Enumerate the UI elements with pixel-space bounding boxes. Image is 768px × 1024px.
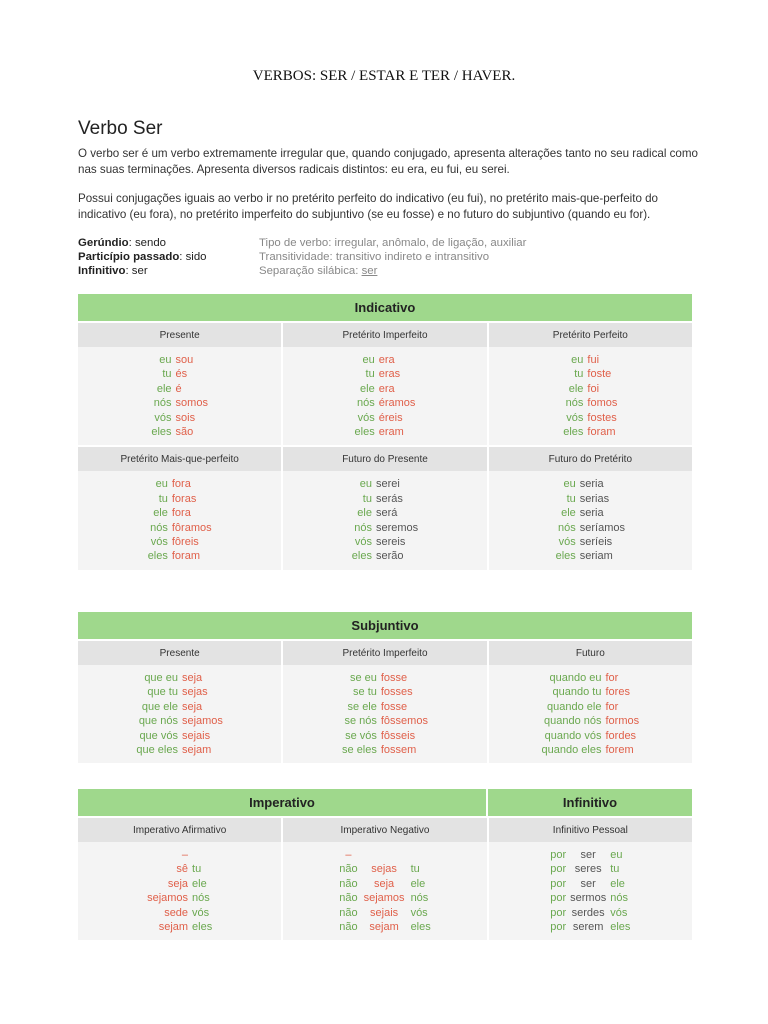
verb-form: fordes bbox=[605, 729, 637, 742]
pronoun: ele bbox=[192, 877, 207, 890]
pronoun: se eu bbox=[349, 672, 377, 684]
verb-form: era bbox=[378, 382, 395, 395]
tense-header: Pretérito Perfeito bbox=[489, 321, 692, 347]
conjugation-cell bbox=[283, 471, 486, 569]
pronoun: eu bbox=[563, 478, 576, 491]
pronoun: tu bbox=[574, 368, 584, 381]
negation: não bbox=[339, 892, 358, 905]
verb-form: forem bbox=[605, 744, 634, 757]
subjuntivo-table bbox=[78, 612, 692, 763]
pronoun: que eles bbox=[136, 744, 178, 757]
verb-form: sou bbox=[175, 354, 194, 366]
pronoun: vós bbox=[610, 906, 628, 919]
verb-form: fores bbox=[605, 686, 630, 699]
pronoun: nós bbox=[565, 397, 584, 410]
verb-form: seja bbox=[181, 700, 203, 713]
pronoun: ele bbox=[568, 382, 584, 395]
verb-form: fora bbox=[171, 507, 191, 520]
imperativo-afirmativo-cell bbox=[78, 842, 281, 940]
verb-form: sejas bbox=[371, 863, 397, 876]
pronoun: ele bbox=[357, 507, 372, 520]
pronoun: eles bbox=[610, 921, 631, 934]
verb-form: és bbox=[175, 368, 188, 381]
dash: – bbox=[181, 849, 189, 861]
verb-form: seríamos bbox=[579, 521, 626, 534]
pronoun: vós bbox=[154, 411, 172, 424]
verb-form: ser bbox=[580, 849, 596, 861]
tense-header: Pretérito Imperfeito bbox=[283, 321, 486, 347]
verb-form: éreis bbox=[378, 411, 403, 424]
pronoun: nós bbox=[192, 892, 210, 905]
preposition: por bbox=[550, 849, 567, 861]
verb-form: somos bbox=[175, 397, 208, 410]
pronoun: vós bbox=[357, 411, 375, 424]
conjugation-cell bbox=[489, 665, 692, 763]
preposition: por bbox=[550, 906, 567, 919]
verb-form: seriam bbox=[579, 550, 613, 563]
negation: não bbox=[339, 863, 358, 876]
verb-form: fomos bbox=[587, 397, 618, 410]
verb-form: foi bbox=[587, 382, 600, 395]
pronoun: tu bbox=[162, 368, 172, 381]
verb-form: sejais bbox=[181, 729, 211, 742]
verb-info-right bbox=[259, 236, 526, 278]
preposition: por bbox=[550, 863, 567, 876]
pronoun: eles bbox=[192, 921, 213, 934]
pronoun: quando eles bbox=[541, 744, 602, 757]
pronoun: quando eu bbox=[549, 672, 602, 684]
pronoun: se nós bbox=[344, 715, 377, 728]
pronoun: que ele bbox=[141, 700, 178, 713]
verb-form: seríeis bbox=[579, 536, 613, 549]
pronoun: vós bbox=[558, 536, 576, 549]
verb-form: serás bbox=[375, 492, 403, 505]
preposition: por bbox=[550, 921, 567, 934]
pronoun: eu bbox=[610, 849, 623, 861]
verb-form: eras bbox=[378, 368, 401, 381]
preposition: por bbox=[550, 892, 567, 905]
pronoun: eu bbox=[359, 478, 372, 491]
participio-value: : sido bbox=[179, 251, 207, 263]
verb-form: éramos bbox=[378, 397, 416, 410]
verb-form: fossem bbox=[380, 744, 417, 757]
verb-form: seria bbox=[579, 478, 604, 491]
pronoun: ele bbox=[360, 382, 375, 395]
gerundio-label: Gerúndio bbox=[78, 237, 129, 249]
tipo-de-verbo: Tipo de verbo: irregular, anômalo, de ligação, auxiliar bbox=[259, 237, 527, 249]
pronoun: nós bbox=[356, 397, 375, 410]
gerundio-value: : sendo bbox=[128, 237, 166, 249]
verb-form: fora bbox=[171, 478, 191, 491]
pronoun: eles bbox=[555, 550, 576, 563]
verb-form: fôsseis bbox=[380, 729, 416, 742]
pronoun: tu bbox=[362, 492, 372, 505]
conjugation-cell bbox=[78, 347, 281, 445]
verb-form: sois bbox=[175, 411, 196, 424]
pronoun: quando tu bbox=[552, 686, 602, 699]
tense-header: Infinitivo Pessoal bbox=[489, 816, 692, 842]
tense-header: Presente bbox=[78, 639, 281, 665]
pronoun: eles bbox=[147, 550, 168, 563]
infinitivo-pessoal-cell bbox=[489, 842, 692, 940]
pronoun: tu bbox=[158, 492, 168, 505]
tense-header: Imperativo Afirmativo bbox=[78, 816, 281, 842]
pronoun: nós bbox=[150, 521, 168, 534]
pronoun: tu bbox=[192, 863, 202, 876]
pronoun: eu bbox=[155, 478, 168, 491]
infinitivo-header: Infinitivo bbox=[488, 789, 692, 816]
pronoun: eles bbox=[354, 426, 375, 439]
pronoun: que tu bbox=[147, 686, 178, 699]
negation: não bbox=[339, 906, 358, 919]
pronoun: ele bbox=[156, 382, 172, 395]
empty bbox=[364, 848, 405, 862]
verb-form: sejamos bbox=[147, 892, 189, 905]
participio-label: Particípio passado bbox=[78, 251, 180, 263]
pronoun: eu bbox=[159, 354, 172, 366]
verb-info-left bbox=[78, 236, 207, 278]
verb-form: seja bbox=[167, 877, 189, 890]
pronoun: quando vós bbox=[544, 729, 602, 742]
tense-header: Pretérito Mais-que-perfeito bbox=[78, 445, 281, 471]
verb-form: fôreis bbox=[171, 536, 199, 549]
infinitivo-label: Infinitivo bbox=[78, 265, 126, 277]
pronoun: vós bbox=[354, 536, 372, 549]
subjuntivo-header: Subjuntivo bbox=[78, 612, 692, 639]
verb-form: sede bbox=[164, 906, 189, 919]
pronoun: eles bbox=[410, 921, 431, 934]
conjugation-cell bbox=[78, 665, 281, 763]
verb-form: serão bbox=[375, 550, 404, 563]
conjugation-cell bbox=[489, 347, 692, 445]
pronoun: eu bbox=[362, 354, 375, 366]
verb-form: fosses bbox=[380, 686, 413, 699]
pronoun: nós bbox=[558, 521, 576, 534]
verb-form: sejais bbox=[370, 906, 399, 919]
verb-form: serias bbox=[579, 492, 610, 505]
empty bbox=[192, 848, 212, 862]
pronoun: vós bbox=[566, 411, 584, 424]
pronoun: nós bbox=[354, 521, 372, 534]
verb-form: sejamos bbox=[363, 892, 405, 905]
verb-form: foras bbox=[171, 492, 197, 505]
negation: não bbox=[339, 921, 358, 934]
pronoun: ele bbox=[561, 507, 576, 520]
verb-form: sê bbox=[176, 863, 189, 876]
empty bbox=[411, 848, 431, 862]
conjugation-cell bbox=[283, 665, 486, 763]
verb-form: for bbox=[605, 700, 619, 713]
pronoun: nós bbox=[610, 892, 628, 905]
pronoun: eles bbox=[151, 426, 172, 439]
document-title: VERBOS: SER / ESTAR E TER / HAVER. bbox=[252, 68, 516, 84]
verb-form: fosse bbox=[380, 672, 408, 684]
verb-form: seja bbox=[181, 672, 203, 684]
tense-header: Presente bbox=[78, 321, 281, 347]
pronoun: quando nós bbox=[543, 715, 602, 728]
tense-header: Futuro do Pretérito bbox=[489, 445, 692, 471]
pronoun: eles bbox=[351, 550, 372, 563]
pronoun: que nós bbox=[138, 715, 178, 728]
separacao-link[interactable]: ser bbox=[361, 265, 378, 277]
verb-form: serem bbox=[572, 921, 604, 934]
pronoun: nós bbox=[410, 892, 429, 905]
pronoun: ele bbox=[153, 507, 168, 520]
verb-form: fôramos bbox=[171, 521, 212, 534]
imperativo-infinitivo-table bbox=[78, 789, 692, 940]
tense-header: Pretérito Imperfeito bbox=[283, 639, 486, 665]
conjugation-cell bbox=[283, 347, 486, 445]
pronoun: ele bbox=[610, 877, 625, 890]
verb-form: será bbox=[375, 507, 398, 520]
verb-form: seria bbox=[579, 507, 604, 520]
pronoun: se eles bbox=[342, 744, 377, 757]
dash: – bbox=[345, 849, 352, 861]
pronoun: tu bbox=[365, 368, 375, 381]
verb-form: serdes bbox=[571, 906, 605, 919]
pronoun: quando ele bbox=[547, 700, 602, 713]
imperativo-header: Imperativo bbox=[78, 789, 488, 816]
pronoun: ele bbox=[410, 877, 426, 890]
verb-form: eram bbox=[378, 426, 404, 439]
verb-form: seremos bbox=[375, 521, 419, 534]
infinitivo-value: : ser bbox=[125, 265, 148, 277]
verb-form: sermos bbox=[570, 892, 607, 905]
pronoun: eles bbox=[563, 426, 584, 439]
verb-form: serei bbox=[375, 478, 400, 491]
verb-form: fostes bbox=[587, 411, 617, 424]
preposition: por bbox=[550, 877, 567, 890]
pronoun: que eu bbox=[144, 672, 178, 684]
pronoun: vós bbox=[150, 536, 168, 549]
separacao-label: Separação silábica: bbox=[259, 265, 362, 277]
verb-form: seja bbox=[373, 877, 395, 890]
tense-header: Imperativo Negativo bbox=[283, 816, 486, 842]
verb-form: sejas bbox=[181, 686, 208, 699]
verb-form: é bbox=[175, 382, 182, 395]
paragraph-1: O verbo ser é um verbo extremamente irregular que, quando conjugado, apresenta alterações tanto no seu radical como nas suas terminações. Apresenta diversos radicais distintos: eu era, eu fui, eu serei. bbox=[78, 147, 698, 176]
verb-form: sereis bbox=[375, 536, 406, 549]
verb-form: seres bbox=[574, 863, 602, 876]
indicativo-table bbox=[78, 294, 692, 570]
pronoun: se tu bbox=[353, 686, 377, 699]
pronoun: tu bbox=[610, 863, 620, 876]
negation: não bbox=[339, 877, 358, 890]
verb-form: sejam bbox=[158, 921, 189, 934]
verb-form: fui bbox=[587, 354, 600, 366]
tense-header: Futuro do Presente bbox=[283, 445, 486, 471]
pronoun: eu bbox=[571, 354, 584, 366]
pronoun: tu bbox=[410, 863, 420, 876]
verb-form: são bbox=[175, 426, 194, 439]
indicativo-header: Indicativo bbox=[78, 294, 692, 321]
transitividade: Transitividade: transitivo indireto e intransitivo bbox=[259, 251, 490, 263]
pronoun: se ele bbox=[347, 700, 377, 713]
conjugation-cell bbox=[489, 471, 692, 569]
section-heading: Verbo Ser bbox=[78, 118, 163, 139]
verb-form: foste bbox=[587, 368, 612, 381]
verb-form: sejam bbox=[369, 921, 399, 934]
pronoun: tu bbox=[566, 492, 576, 505]
tense-header: Futuro bbox=[489, 639, 692, 665]
pronoun: que vós bbox=[139, 729, 178, 742]
verb-form: foram bbox=[171, 550, 200, 563]
verb-form: sejam bbox=[181, 744, 212, 757]
pronoun: vós bbox=[192, 906, 210, 919]
conjugation-cell bbox=[78, 471, 281, 569]
verb-form: sejamos bbox=[181, 715, 223, 728]
verb-form: era bbox=[378, 354, 395, 366]
imperativo-negativo-cell bbox=[283, 842, 486, 940]
verb-form: formos bbox=[605, 715, 640, 728]
verb-form: fôssemos bbox=[380, 715, 428, 728]
verb-form: fosse bbox=[380, 700, 408, 713]
pronoun: nós bbox=[153, 397, 172, 410]
verb-form: foram bbox=[587, 426, 616, 439]
verb-form: ser bbox=[580, 877, 596, 890]
paragraph-2: Possui conjugações iguais ao verbo ir no pretérito perfeito do indicativo (eu fui), no pretérito mais-que-perfeito do indicativo (eu fora), no pretérito imperfeito do subjuntivo (se eu fosse) e no futuro do subjuntivo (quando eu for). bbox=[78, 192, 659, 221]
verb-form: for bbox=[605, 672, 619, 684]
pronoun: vós bbox=[410, 906, 428, 919]
pronoun: se vós bbox=[345, 729, 377, 742]
